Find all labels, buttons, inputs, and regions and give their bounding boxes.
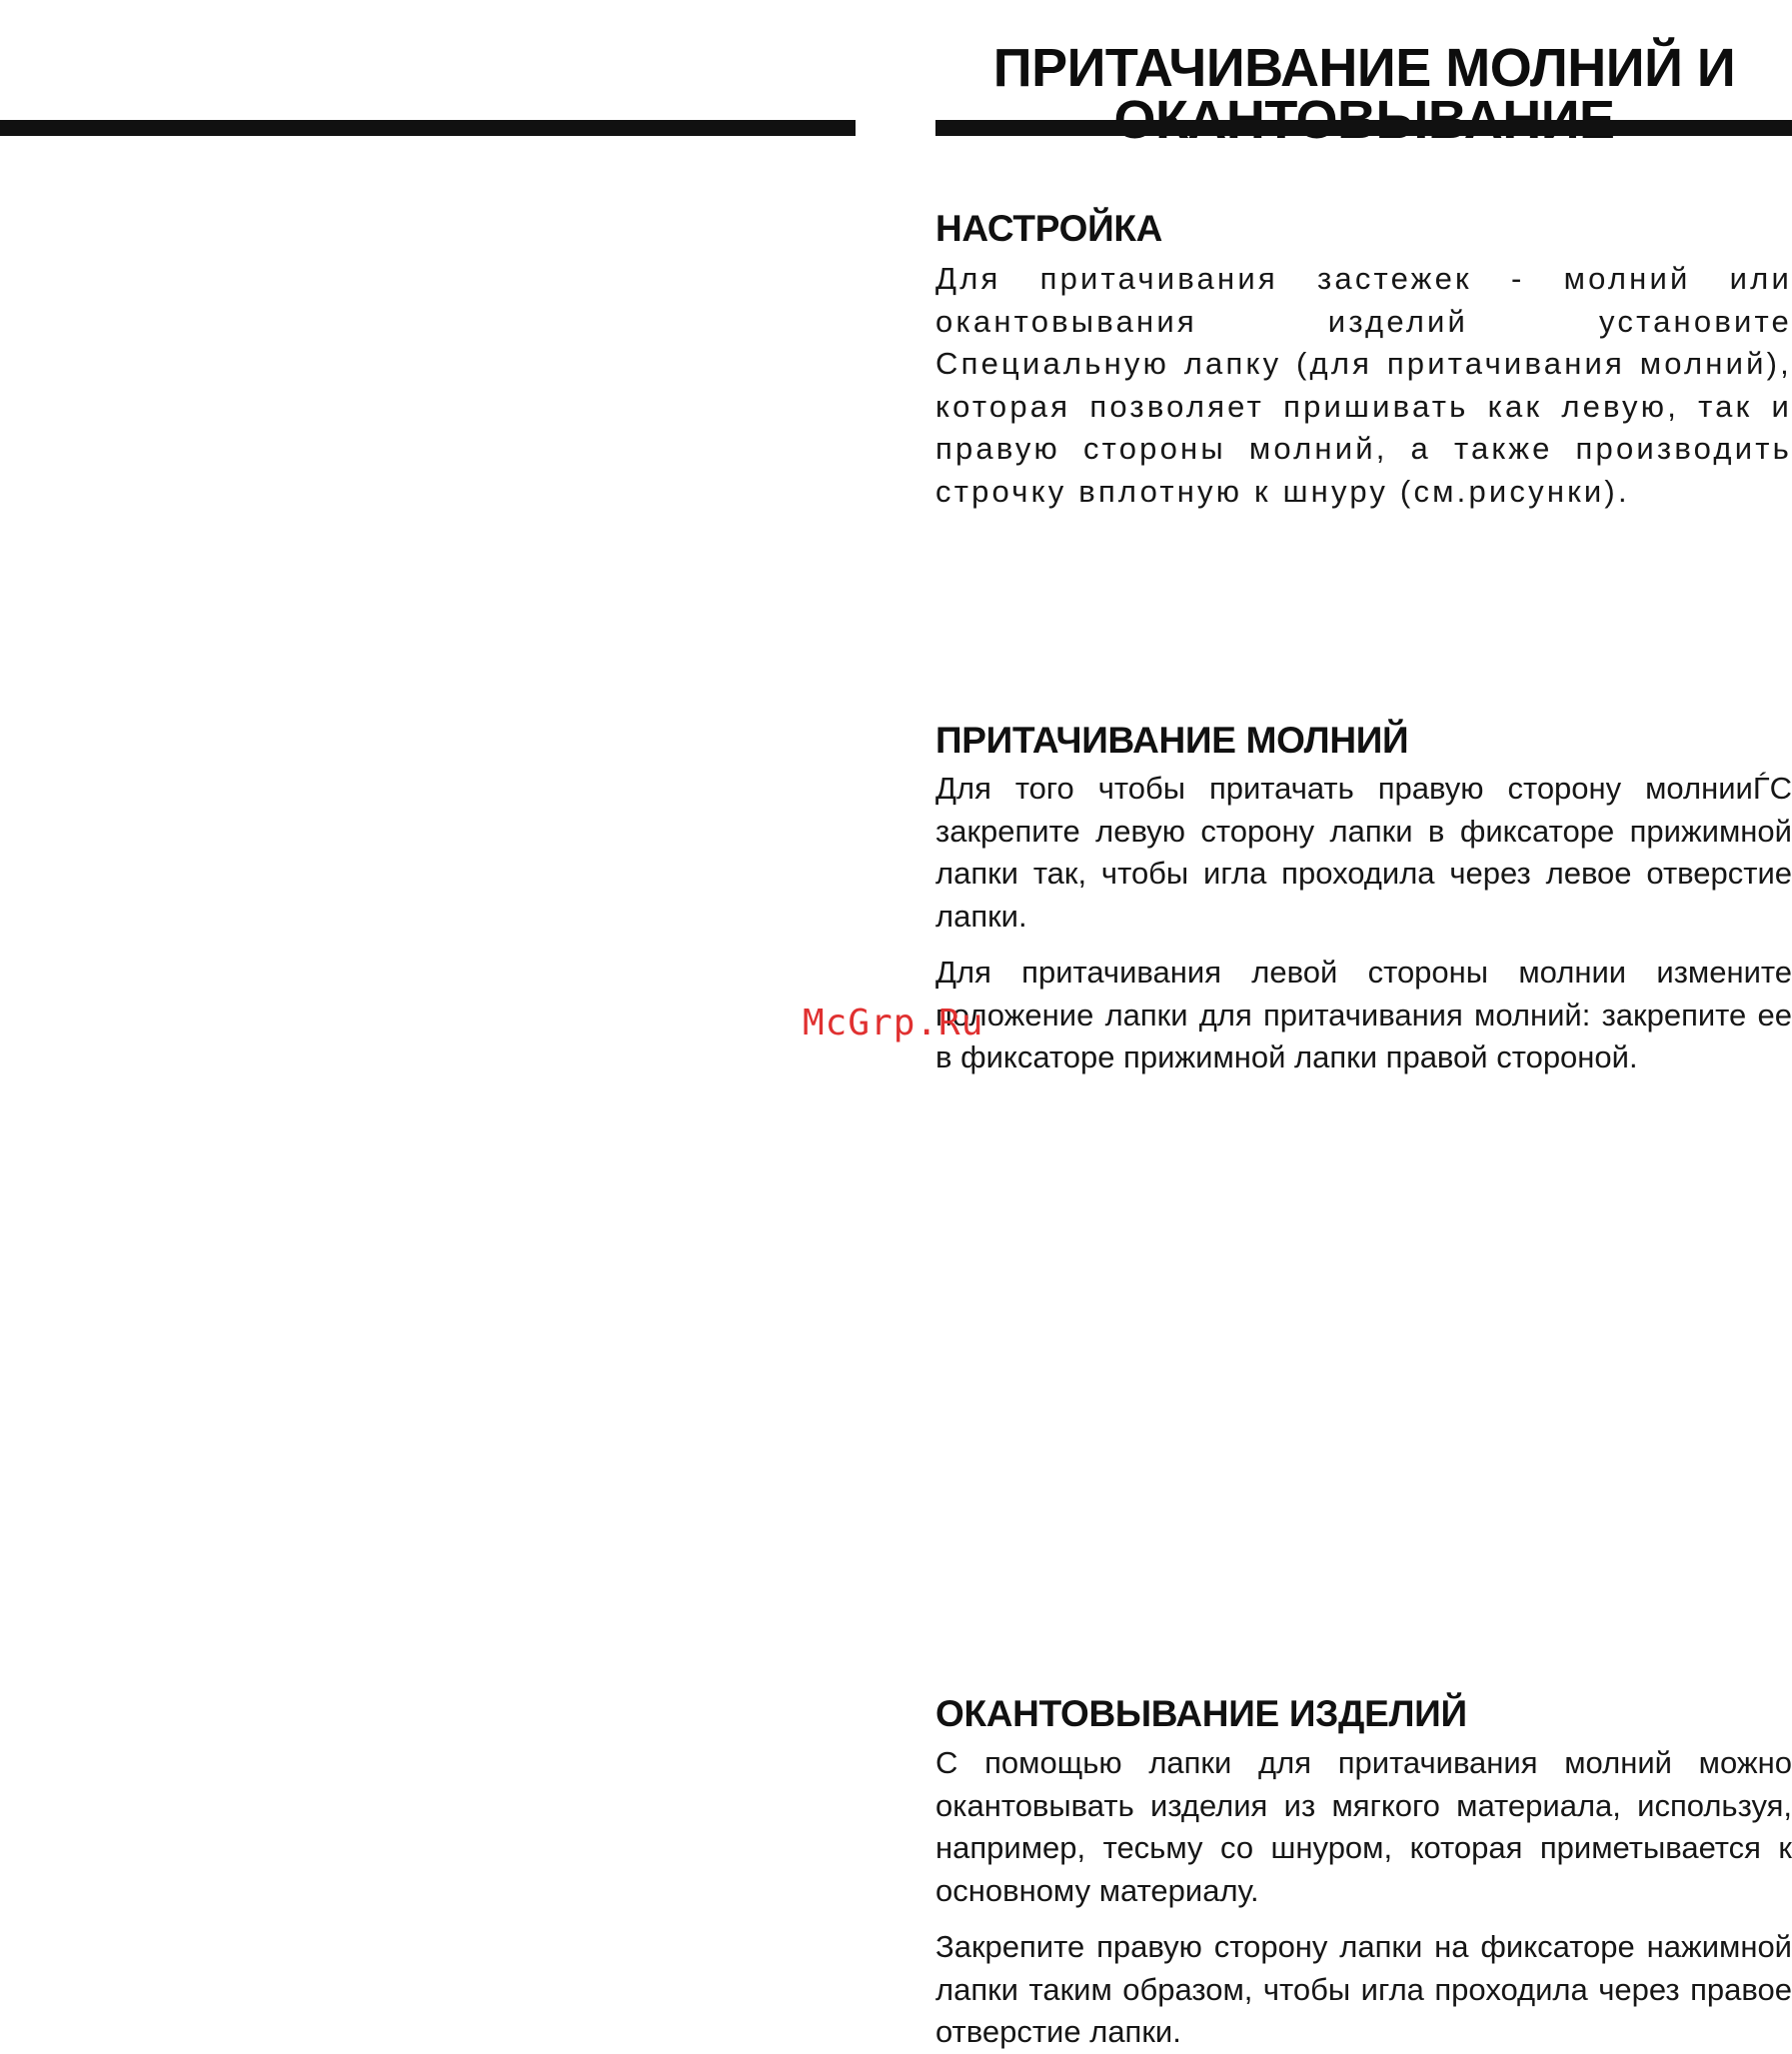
section-heading-piping: ОКАНТОВЫВАНИЕ ИЗДЕЛИЙ [935,1693,1467,1734]
zipper-paragraph-right-side: Для того чтобы притачать правую сторону молнииЃС закрепите левую сторону лапки в фиксаторе прижимной лапки так, чтобы игла проходила через левое отверстие лапки. [935,771,1792,934]
piping-paragraph-foot: Закрепите правую сторону лапки на фиксаторе нажимной лапки таким образом, чтобы игла проходила через правое отверстие лапки. [935,1929,1792,2049]
section-heading-setup: НАСТРОЙКА [935,208,1163,249]
right-divider-rule [935,120,1792,136]
left-divider-rule [0,120,856,136]
zipper-paragraph-left-side: Для притачивания левой стороны молнии измените положение лапки для притачивания молний: закрепите ее в фиксаторе прижимной лапки правой стороной. [935,955,1792,1074]
page-title-line-1: ПРИТАЧИВАНИЕ МОЛНИЙ И [992,38,1736,99]
setup-paragraph: Для притачивания застежек - молний или окантовывания изделий установите Специальную лапку (для притачивания молний), которая позволяет пришивать как левую, так и правую стороны молний, а также производить строчку вплотную к шнуру (см.рисунки). [935,261,1792,509]
section-heading-zipper: ПРИТАЧИВАНИЕ МОЛНИЙ [935,720,1409,761]
watermark: McGrp.Ru [803,1003,984,1043]
piping-paragraph-material: С помощью лапки для притачивания молний можно окантовывать изделия из мягкого материала, используя, например, тесьму со шнуром, которая приметывается к основному материалу. [935,1745,1792,1908]
